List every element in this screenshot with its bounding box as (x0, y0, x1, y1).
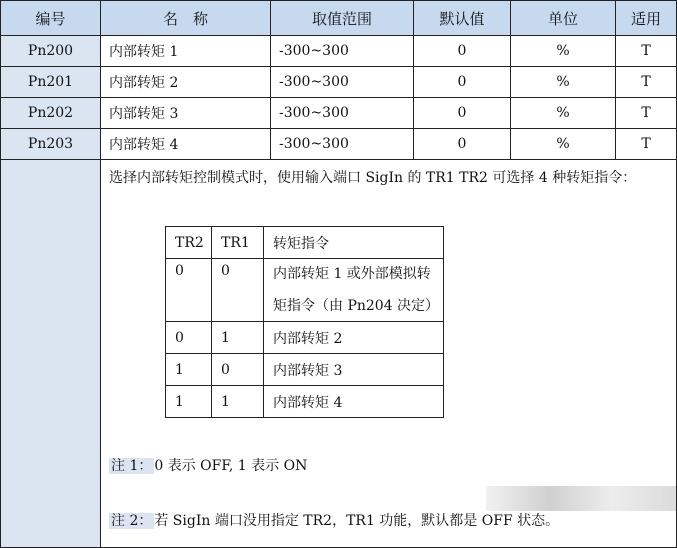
header-unit: 单位 (511, 1, 616, 36)
truth-header-tr2: TR2 (166, 227, 212, 259)
header-apply: 适用 (616, 1, 677, 36)
param-range: -300~300 (271, 36, 414, 67)
truth-row (166, 322, 444, 354)
param-name: 内部转矩 2 (101, 67, 271, 98)
param-code: Pn203 (1, 129, 101, 160)
tr-truth-table (165, 226, 444, 418)
param-apply: T (616, 36, 677, 67)
param-default: 0 (414, 98, 511, 129)
param-range: -300~300 (271, 98, 414, 129)
truth-header-cmd: 转矩指令 (264, 227, 444, 259)
note-2 (109, 509, 676, 533)
truth-cmd-line2: 矩指令（由 Pn204 决定） (273, 298, 440, 314)
truth-cmd: 内部转矩 3 (264, 354, 444, 386)
table-row (1, 67, 677, 98)
description-intro: 选择内部转矩控制模式时，使用输入端口 SigIn 的 TR1 TR2 可选择 4 种转矩指令： (109, 170, 637, 186)
truth-cmd (264, 259, 444, 322)
description-code-cell (1, 160, 101, 548)
param-code: Pn200 (1, 36, 101, 67)
truth-tr2: 0 (166, 259, 212, 322)
truth-tr1: 1 (212, 322, 264, 354)
param-unit: % (511, 98, 616, 129)
note-1 (109, 454, 676, 478)
header-range: 取值范围 (271, 1, 414, 36)
param-name: 内部转矩 4 (101, 129, 271, 160)
note-1-text: 0 表示 OFF, 1 表示 ON (154, 458, 308, 474)
truth-tr2: 0 (166, 322, 212, 354)
table-row (1, 98, 677, 129)
truth-tr1: 0 (212, 259, 264, 322)
param-default: 0 (414, 36, 511, 67)
param-default: 0 (414, 129, 511, 160)
note-2-text: 若 SigIn 端口没用指定 TR2，TR1 功能，默认都是 OFF 状态。 (154, 513, 560, 529)
param-unit: % (511, 67, 616, 98)
table-row (1, 36, 677, 67)
param-apply: T (616, 67, 677, 98)
param-name: 内部转矩 1 (101, 36, 271, 67)
param-default: 0 (414, 67, 511, 98)
truth-tr2: 1 (166, 354, 212, 386)
watermark-blur (486, 486, 676, 511)
truth-row (166, 354, 444, 386)
param-range: -300~300 (271, 129, 414, 160)
param-apply: T (616, 98, 677, 129)
truth-cmd: 内部转矩 4 (264, 386, 444, 418)
truth-cmd: 内部转矩 2 (264, 322, 444, 354)
truth-row (166, 386, 444, 418)
header-default: 默认值 (414, 1, 511, 36)
param-range: -300~300 (271, 67, 414, 98)
note-1-label: 注 1： (111, 458, 153, 474)
truth-row (166, 259, 444, 322)
header-code: 编号 (1, 1, 101, 36)
param-code: Pn201 (1, 67, 101, 98)
param-apply: T (616, 129, 677, 160)
param-code: Pn202 (1, 98, 101, 129)
param-unit: % (511, 36, 616, 67)
table-row (1, 129, 677, 160)
truth-cmd-line1: 内部转矩 1 或外部模拟转 (273, 266, 431, 282)
truth-tr2: 1 (166, 386, 212, 418)
param-name: 内部转矩 3 (101, 98, 271, 129)
note-2-label: 注 2： (111, 513, 153, 529)
param-unit: % (511, 129, 616, 160)
header-name: 名 称 (101, 1, 271, 36)
truth-tr1: 1 (212, 386, 264, 418)
truth-header-row (166, 227, 444, 259)
truth-header-tr1: TR1 (212, 227, 264, 259)
truth-tr1: 0 (212, 354, 264, 386)
header-row (1, 1, 677, 36)
